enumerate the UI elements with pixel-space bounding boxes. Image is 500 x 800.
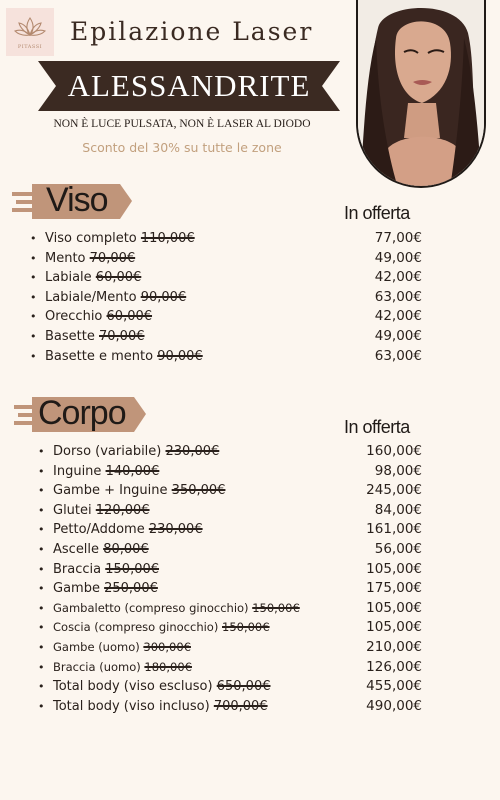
corpo-price-list — [38, 442, 422, 716]
old-price: 90,00€ — [140, 289, 187, 305]
section-viso-header — [12, 182, 147, 222]
new-price: 105,00€ — [366, 599, 422, 616]
item-name: Braccia (uomo) — [53, 659, 141, 674]
bullet: • — [30, 251, 37, 265]
bullet: • — [38, 621, 45, 635]
price-row — [30, 268, 422, 288]
price-row — [38, 520, 422, 540]
item-name: Mento — [45, 250, 86, 266]
old-price: 70,00€ — [89, 250, 136, 266]
item-name: Basette e mento — [45, 348, 154, 364]
new-price: 126,00€ — [366, 658, 422, 675]
old-price: 230,00€ — [148, 522, 203, 538]
new-price: 77,00€ — [374, 230, 422, 246]
price-row — [30, 327, 422, 347]
price-row — [38, 501, 422, 521]
subtitle: NON È LUCE PULSATA, NON È LASER AL DIODO — [53, 118, 311, 130]
old-price: 650,00€ — [216, 679, 271, 695]
item-name: Braccia — [53, 561, 102, 577]
old-price: 300,00€ — [143, 639, 191, 654]
item-name: Basette — [45, 328, 95, 344]
price-row — [38, 560, 422, 580]
new-price: 105,00€ — [366, 619, 422, 636]
old-price: 110,00€ — [140, 231, 195, 246]
price-row — [38, 462, 422, 482]
section-corpo-header — [12, 395, 152, 435]
old-price: 700,00€ — [213, 698, 268, 714]
page-title: Epilazione Laser — [70, 17, 314, 46]
new-price: 161,00€ — [366, 521, 422, 538]
price-row — [30, 307, 422, 327]
section-corpo-title: Corpo — [38, 394, 126, 432]
bullet: • — [30, 290, 37, 304]
bullet: • — [38, 601, 45, 615]
price-row — [38, 442, 422, 462]
bullet: • — [38, 640, 45, 654]
item-name: Gambe + Inguine — [53, 483, 168, 499]
new-price: 42,00€ — [374, 308, 422, 325]
old-price: 120,00€ — [95, 502, 150, 518]
item-name: Viso completo — [45, 231, 137, 246]
bullet: • — [38, 542, 45, 556]
old-price: 80,00€ — [103, 541, 149, 557]
item-name: Total body (viso escluso) — [53, 679, 213, 695]
item-name: Labiale/Mento — [45, 289, 137, 305]
bullet: • — [38, 503, 45, 517]
new-price: 455,00€ — [366, 678, 422, 695]
price-row — [38, 540, 422, 560]
item-name: Dorso (variabile) — [53, 444, 162, 459]
bullet: • — [38, 582, 45, 596]
old-price: 140,00€ — [105, 463, 160, 479]
new-price: 210,00€ — [366, 638, 422, 655]
section-viso-title: Viso — [46, 181, 108, 219]
bullet: • — [38, 680, 45, 694]
price-row — [30, 347, 422, 367]
price-row — [38, 618, 422, 638]
price-row — [38, 481, 422, 501]
new-price: 105,00€ — [366, 560, 422, 577]
new-price: 63,00€ — [374, 288, 422, 305]
price-row — [38, 697, 422, 717]
new-price: 49,00€ — [374, 249, 422, 266]
new-price: 63,00€ — [374, 347, 422, 364]
new-price: 490,00€ — [366, 697, 422, 714]
bullet: • — [30, 310, 37, 324]
bullet: • — [38, 699, 45, 713]
old-price: 250,00€ — [104, 581, 158, 597]
old-price: 150,00€ — [105, 561, 160, 577]
old-price: 180,00€ — [144, 659, 192, 674]
new-price: 49,00€ — [374, 327, 422, 344]
price-row — [38, 658, 422, 678]
old-price: 150,00€ — [222, 620, 270, 635]
price-row — [38, 677, 422, 697]
price-row — [38, 579, 422, 599]
new-price: 98,00€ — [374, 462, 422, 479]
model-portrait — [356, 0, 486, 188]
new-price: 245,00€ — [366, 482, 422, 499]
new-price: 84,00€ — [374, 501, 422, 518]
old-price: 350,00€ — [171, 483, 226, 499]
new-price: 160,00€ — [366, 443, 422, 459]
bullet: • — [38, 484, 45, 498]
price-row — [30, 249, 422, 269]
old-price: 70,00€ — [99, 328, 145, 344]
bullet: • — [38, 445, 45, 458]
price-row — [38, 638, 422, 658]
old-price: 60,00€ — [95, 270, 142, 286]
price-row — [30, 288, 422, 308]
portrait-image — [358, 0, 484, 188]
bullet: • — [38, 562, 45, 576]
bullet: • — [38, 660, 45, 674]
alessandrite-banner — [38, 61, 340, 111]
item-name: Gambe — [53, 581, 100, 597]
item-name: Gambe (uomo) — [53, 639, 140, 654]
bullet: • — [38, 464, 45, 478]
viso-offer-label: In offerta — [344, 203, 410, 223]
item-name: Gambaletto (compreso ginocchio) — [53, 600, 249, 615]
bullet: • — [30, 349, 37, 363]
item-name: Orecchio — [45, 309, 103, 325]
new-price: 175,00€ — [366, 580, 422, 597]
new-price: 42,00€ — [374, 269, 422, 286]
corpo-offer-label: In offerta — [344, 417, 410, 437]
old-price: 230,00€ — [165, 444, 220, 459]
old-price: 90,00€ — [157, 348, 203, 364]
brand-logo — [6, 8, 54, 56]
item-name: Inguine — [53, 463, 102, 479]
item-name: Ascelle — [53, 541, 100, 557]
viso-price-list — [30, 229, 422, 366]
price-row — [30, 229, 422, 249]
logo-text: PITASSI — [17, 44, 43, 50]
item-name: Labiale — [45, 270, 92, 286]
old-price: 60,00€ — [106, 309, 153, 325]
price-row — [38, 599, 422, 619]
item-name: Petto/Addome — [53, 522, 145, 538]
banner-text: ALESSANDRITE — [67, 68, 311, 103]
item-name: Coscia (compreso ginocchio) — [53, 620, 219, 635]
bullet: • — [30, 232, 37, 245]
bullet: • — [30, 329, 37, 343]
old-price: 150,00€ — [252, 600, 300, 615]
bullet: • — [38, 523, 45, 537]
new-price: 56,00€ — [374, 540, 422, 557]
discount-text: Sconto del 30% su tutte le zone — [82, 140, 282, 155]
bullet: • — [30, 271, 37, 285]
item-name: Glutei — [53, 502, 92, 518]
item-name: Total body (viso incluso) — [53, 698, 210, 714]
